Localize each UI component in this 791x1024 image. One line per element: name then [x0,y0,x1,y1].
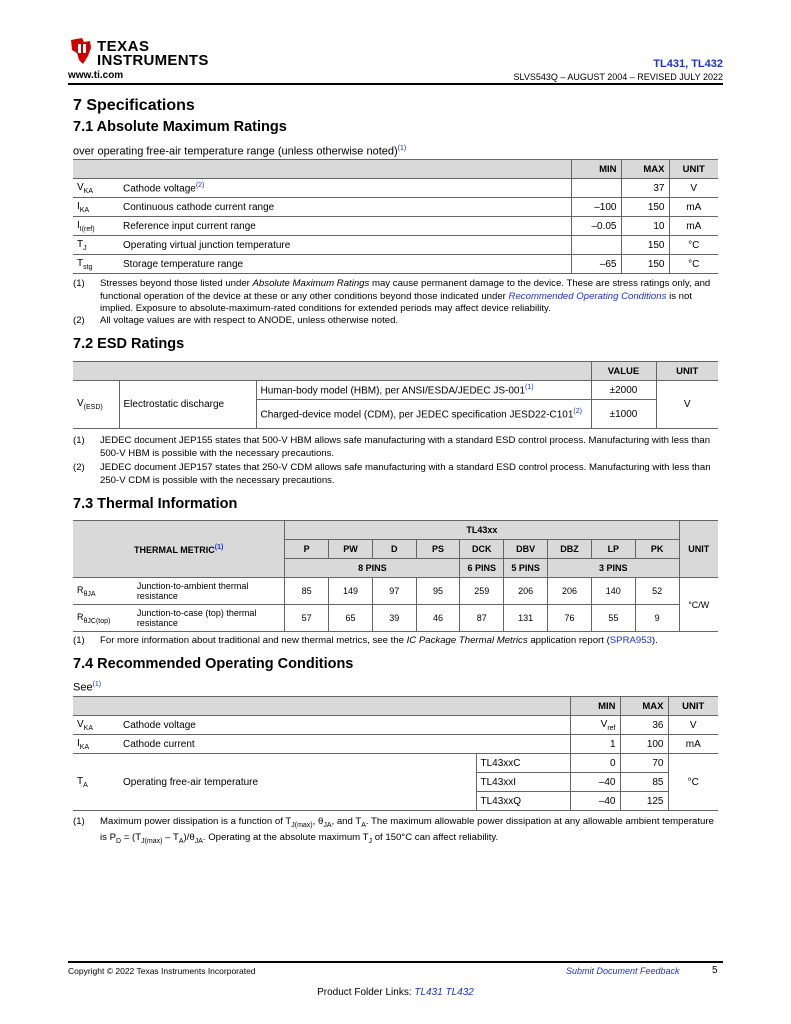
roc-see: See$^{(1)}$ [73,681,102,694]
esd-row-hbm: $V_{(ESD)}$ Electrostatic discharge Human-body model (HBM), per ANSI/ESDA/JEDEC JS-001$^{(1)}$ ±2000 V [73,381,718,400]
thermal-footnote: (1) For more information about traditional and new thermal metrics, see the IC Package Thermal Metrics application report (SPRA953). [73,635,658,646]
amr-footnote-1: (1) Stresses beyond those listed under Absolute Maximum Ratings may cause permanent damage to the device. These are stress ratings only, and functional operation of the device at these or any other conditions beyond those indicated under Recommended Operating Conditions is not implied. Exposure to absolute-maximum-rated conditions for extended periods may affect device reliability. [73,278,711,314]
header-divider [68,83,723,85]
footer-divider [68,961,723,963]
thermal-row-rja: $R_{\theta JA}$ Junction-to-ambient thermal resistance 85 149 97 95 259 206 206 140 52 °C/W [73,578,718,605]
amr-row-iref: $I_{I(ref)}$ Reference input current range –0.05 10 mA [73,217,718,236]
roc-row-ika: $I_{KA}$ Cathode current 1 100 mA [73,735,718,754]
amr-max-header: MAX [621,160,669,179]
amr-row-tj: $T_J$ Operating virtual junction temperature 150 °C [73,236,718,255]
esd-row-cdm: Charged-device model (CDM), per JEDEC specification JESD22-C101$^{(2)}$ ±1000 [73,400,718,429]
roc-row-ta-c: $T_A$ Operating free-air temperature TL43xxC 0 70 °C [73,754,718,773]
amr-table [73,159,718,274]
thermal-header-row-3: 8 PINS 6 PINS 5 PINS 3 PINS [73,559,718,578]
product-folder-links: Product Folder Links: TL431 TL432 [317,987,474,998]
esd-unit-header: UNIT [656,362,718,381]
thermal-metric-ref[interactable]: (1) [214,543,224,551]
thermal-title: 7.3 Thermal Information [73,496,238,512]
roc-header-row: MIN MAX UNIT [73,697,718,716]
tl432-link[interactable]: TL432 [445,987,474,998]
esd-header-row [73,362,718,381]
part-numbers-link[interactable]: TL431, TL432 [653,58,723,70]
amr-row-vka: $V_{KA}$ Cathode voltage$^{(2)}$ 37 V [73,179,718,198]
roc-row-ta-i: TL43xxI –40 85 [73,773,718,792]
copyright: Copyright © 2022 Texas Instruments Incorporated [68,966,256,976]
thermal-device-header: TL43xx [285,521,679,540]
roc-row-vka: $V_{KA}$ Cathode voltage $V_{ref}$ 36 V [73,716,718,735]
esd-value-header: VALUE [591,362,656,381]
website-link[interactable]: www.ti.com [68,70,124,81]
spra953-link[interactable]: SPRA953 [609,635,652,646]
amr-header-row [73,160,718,179]
esd-footnote-2: (2) JEDEC document JEP157 states that 250-V CDM allows safe manufacturing with a standard ESD control process. Manufacturing with less than 250-V CDM is possible with the necessary precautions. [73,462,711,486]
amr-condition-ref[interactable]: (1) [397,145,407,152]
amr-unit-header: UNIT [669,160,718,179]
roc-title: 7.4 Recommended Operating Conditions [73,656,354,672]
esd-cdm-ref[interactable]: (2) [573,407,582,415]
amr-min-header: MIN [571,160,621,179]
logo-line-2: INSTRUMENTS [97,52,209,69]
amr-vka-ref[interactable]: (2) [195,181,205,189]
amr-row-ika: $I_{KA}$ Continuous cathode current range –100 150 mA [73,198,718,217]
thermal-row-rjc: $R_{\theta JC(top)}$ Junction-to-case (top) thermal resistance 57 65 39 46 87 131 76 55 9 [73,605,718,632]
amr-condition: over operating free-air temperature range (unless otherwise noted)$^{(1)}$ [73,145,407,158]
amr-row-tstg: $T_{stg}$ Storage temperature range –65 150 °C [73,255,718,274]
esd-table [73,361,718,429]
ti-logo-icon [68,36,94,66]
esd-hbm-ref[interactable]: (1) [525,383,534,391]
roc-see-ref[interactable]: (1) [92,681,102,688]
tl431-link[interactable]: TL431 [414,987,443,998]
thermal-table [73,520,718,632]
esd-title: 7.2 ESD Ratings [73,336,185,352]
roc-table [73,696,718,811]
ti-logo [68,36,209,70]
roc-row-ta-q: TL43xxQ –40 125 [73,792,718,811]
amr-footnote-2: (2) All voltage values are with respect to ANODE, unless otherwise noted. [73,315,399,326]
amr-title: 7.1 Absolute Maximum Ratings [73,119,287,135]
submit-feedback-link[interactable]: Submit Document Feedback [566,966,680,976]
esd-footnote-1: (1) JEDEC document JEP155 states that 500-V HBM allows safe manufacturing with a standard ESD control process. Manufacturing with less than 500-V HBM is possible with the necessary precautions. [73,435,711,459]
document-number: SLVS543Q – AUGUST 2004 – REVISED JULY 2022 [513,72,723,82]
thermal-header-row-1: THERMAL METRIC$^{(1)}$ TL43xx UNIT [73,521,718,540]
section-title: 7 Specifications [73,97,195,114]
thermal-header-row-2: P PW D PS DCK DBV DBZ LP PK [73,540,718,559]
thermal-unit-header: UNIT [679,521,718,578]
roc-footnote: (1) Maximum power dissipation is a function of $T_{J(max)}$, $\theta_{JA}$, and $T_A$. The maximum allowable power dissipation at any allowable ambient temperature is $P_D = (T_{J(max)} - T_A)/\theta_{JA}$. Operating at the absolute maximum $T_J$ of 150°C can affect reliability. [73,816,714,846]
logo-line-1: TEXAS [97,38,150,55]
roc-link[interactable]: Recommended Operating Conditions [508,290,667,302]
page-number: 5 [712,965,718,976]
